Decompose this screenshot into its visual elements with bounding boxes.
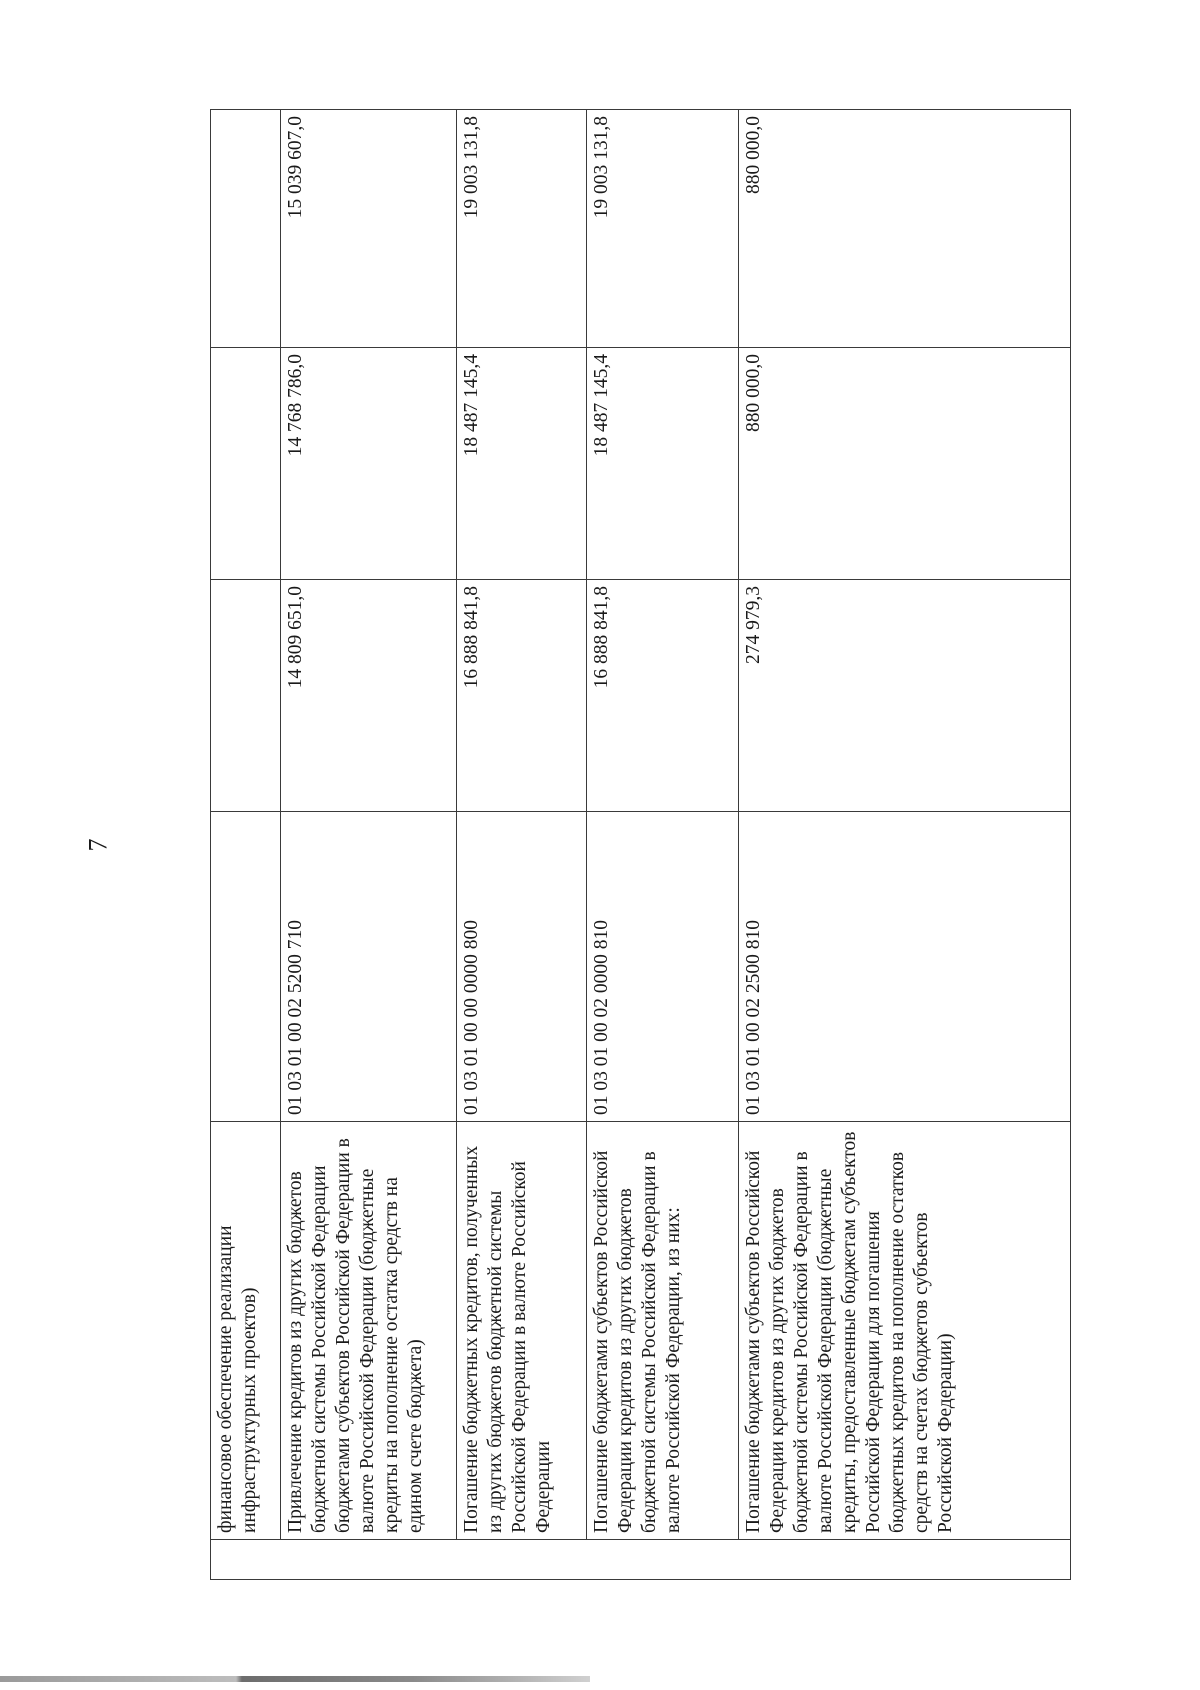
page-number: 7 xyxy=(83,838,113,852)
row-value-2-cell: 14 768 786,0 xyxy=(281,348,457,580)
row-value-1-cell: 14 809 651,0 xyxy=(281,580,457,812)
row-value-3-cell: 19 003 131,8 xyxy=(457,110,587,348)
table-row xyxy=(587,110,739,1580)
table-row xyxy=(211,110,281,1580)
budget-table xyxy=(210,109,1071,1580)
row-value-3-cell: 880 000,0 xyxy=(739,110,1071,348)
row-value-1-cell: 16 888 841,8 xyxy=(587,580,739,812)
row-code-cell: 01 03 01 00 02 0000 810 xyxy=(587,812,739,1122)
row-code-cell xyxy=(211,812,281,1122)
row-value-3-cell xyxy=(211,110,281,348)
row-value-1-cell: 16 888 841,8 xyxy=(457,580,587,812)
table-row xyxy=(739,110,1071,1580)
row-code-cell: 01 03 01 00 02 5200 710 xyxy=(281,812,457,1122)
row-name-cell: Погашение бюджетами субъектов Российской Федерации кредитов из других бюджетов бюджетной системы Российской Федерации в валюте Российской Федерации (бюджетные кредиты, предоставленные бюджетам субъектов Российской Федерации для погашения бюджетных кредитов на пополнение остатков средств на счетах бюджетов субъектов Российской Федерации) xyxy=(739,1122,1071,1540)
row-value-1-cell xyxy=(211,580,281,812)
row-name-cell: Привлечение кредитов из других бюджетов бюджетной системы Российской Федерации бюджетами субъектов Российской Федерации в валюте Российской Федерации (бюджетные кредиты на пополнение остатка средств на едином счете бюджета) xyxy=(281,1122,457,1540)
row-name-cell: Погашение бюджетных кредитов, полученных из других бюджетов бюджетной системы Российской Федерации в валюте Российской Федерации xyxy=(457,1122,587,1540)
row-number-cell xyxy=(211,1540,1071,1580)
row-code-cell: 01 03 01 00 00 0000 800 xyxy=(457,812,587,1122)
row-value-2-cell: 880 000,0 xyxy=(739,348,1071,580)
row-value-3-cell: 15 039 607,0 xyxy=(281,110,457,348)
row-value-2-cell: 18 487 145,4 xyxy=(587,348,739,580)
row-code-cell: 01 03 01 00 02 2500 810 xyxy=(739,812,1071,1122)
row-name-cell: Погашение бюджетами субъектов Российской Федерации кредитов из других бюджетов бюджетной системы Российской Федерации в валюте Российской Федерации, из них: xyxy=(587,1122,739,1540)
row-value-2-cell xyxy=(211,348,281,580)
table-row xyxy=(281,110,457,1580)
row-name-cell: финансовое обеспечение реализации инфраструктурных проектов) xyxy=(211,1122,281,1540)
row-value-1-cell: 274 979,3 xyxy=(739,580,1071,812)
table-row xyxy=(457,110,587,1580)
rotated-table-container xyxy=(210,110,1090,1580)
row-value-3-cell: 19 003 131,8 xyxy=(587,110,739,348)
row-value-2-cell: 18 487 145,4 xyxy=(457,348,587,580)
scan-edge-bar xyxy=(0,1676,590,1682)
